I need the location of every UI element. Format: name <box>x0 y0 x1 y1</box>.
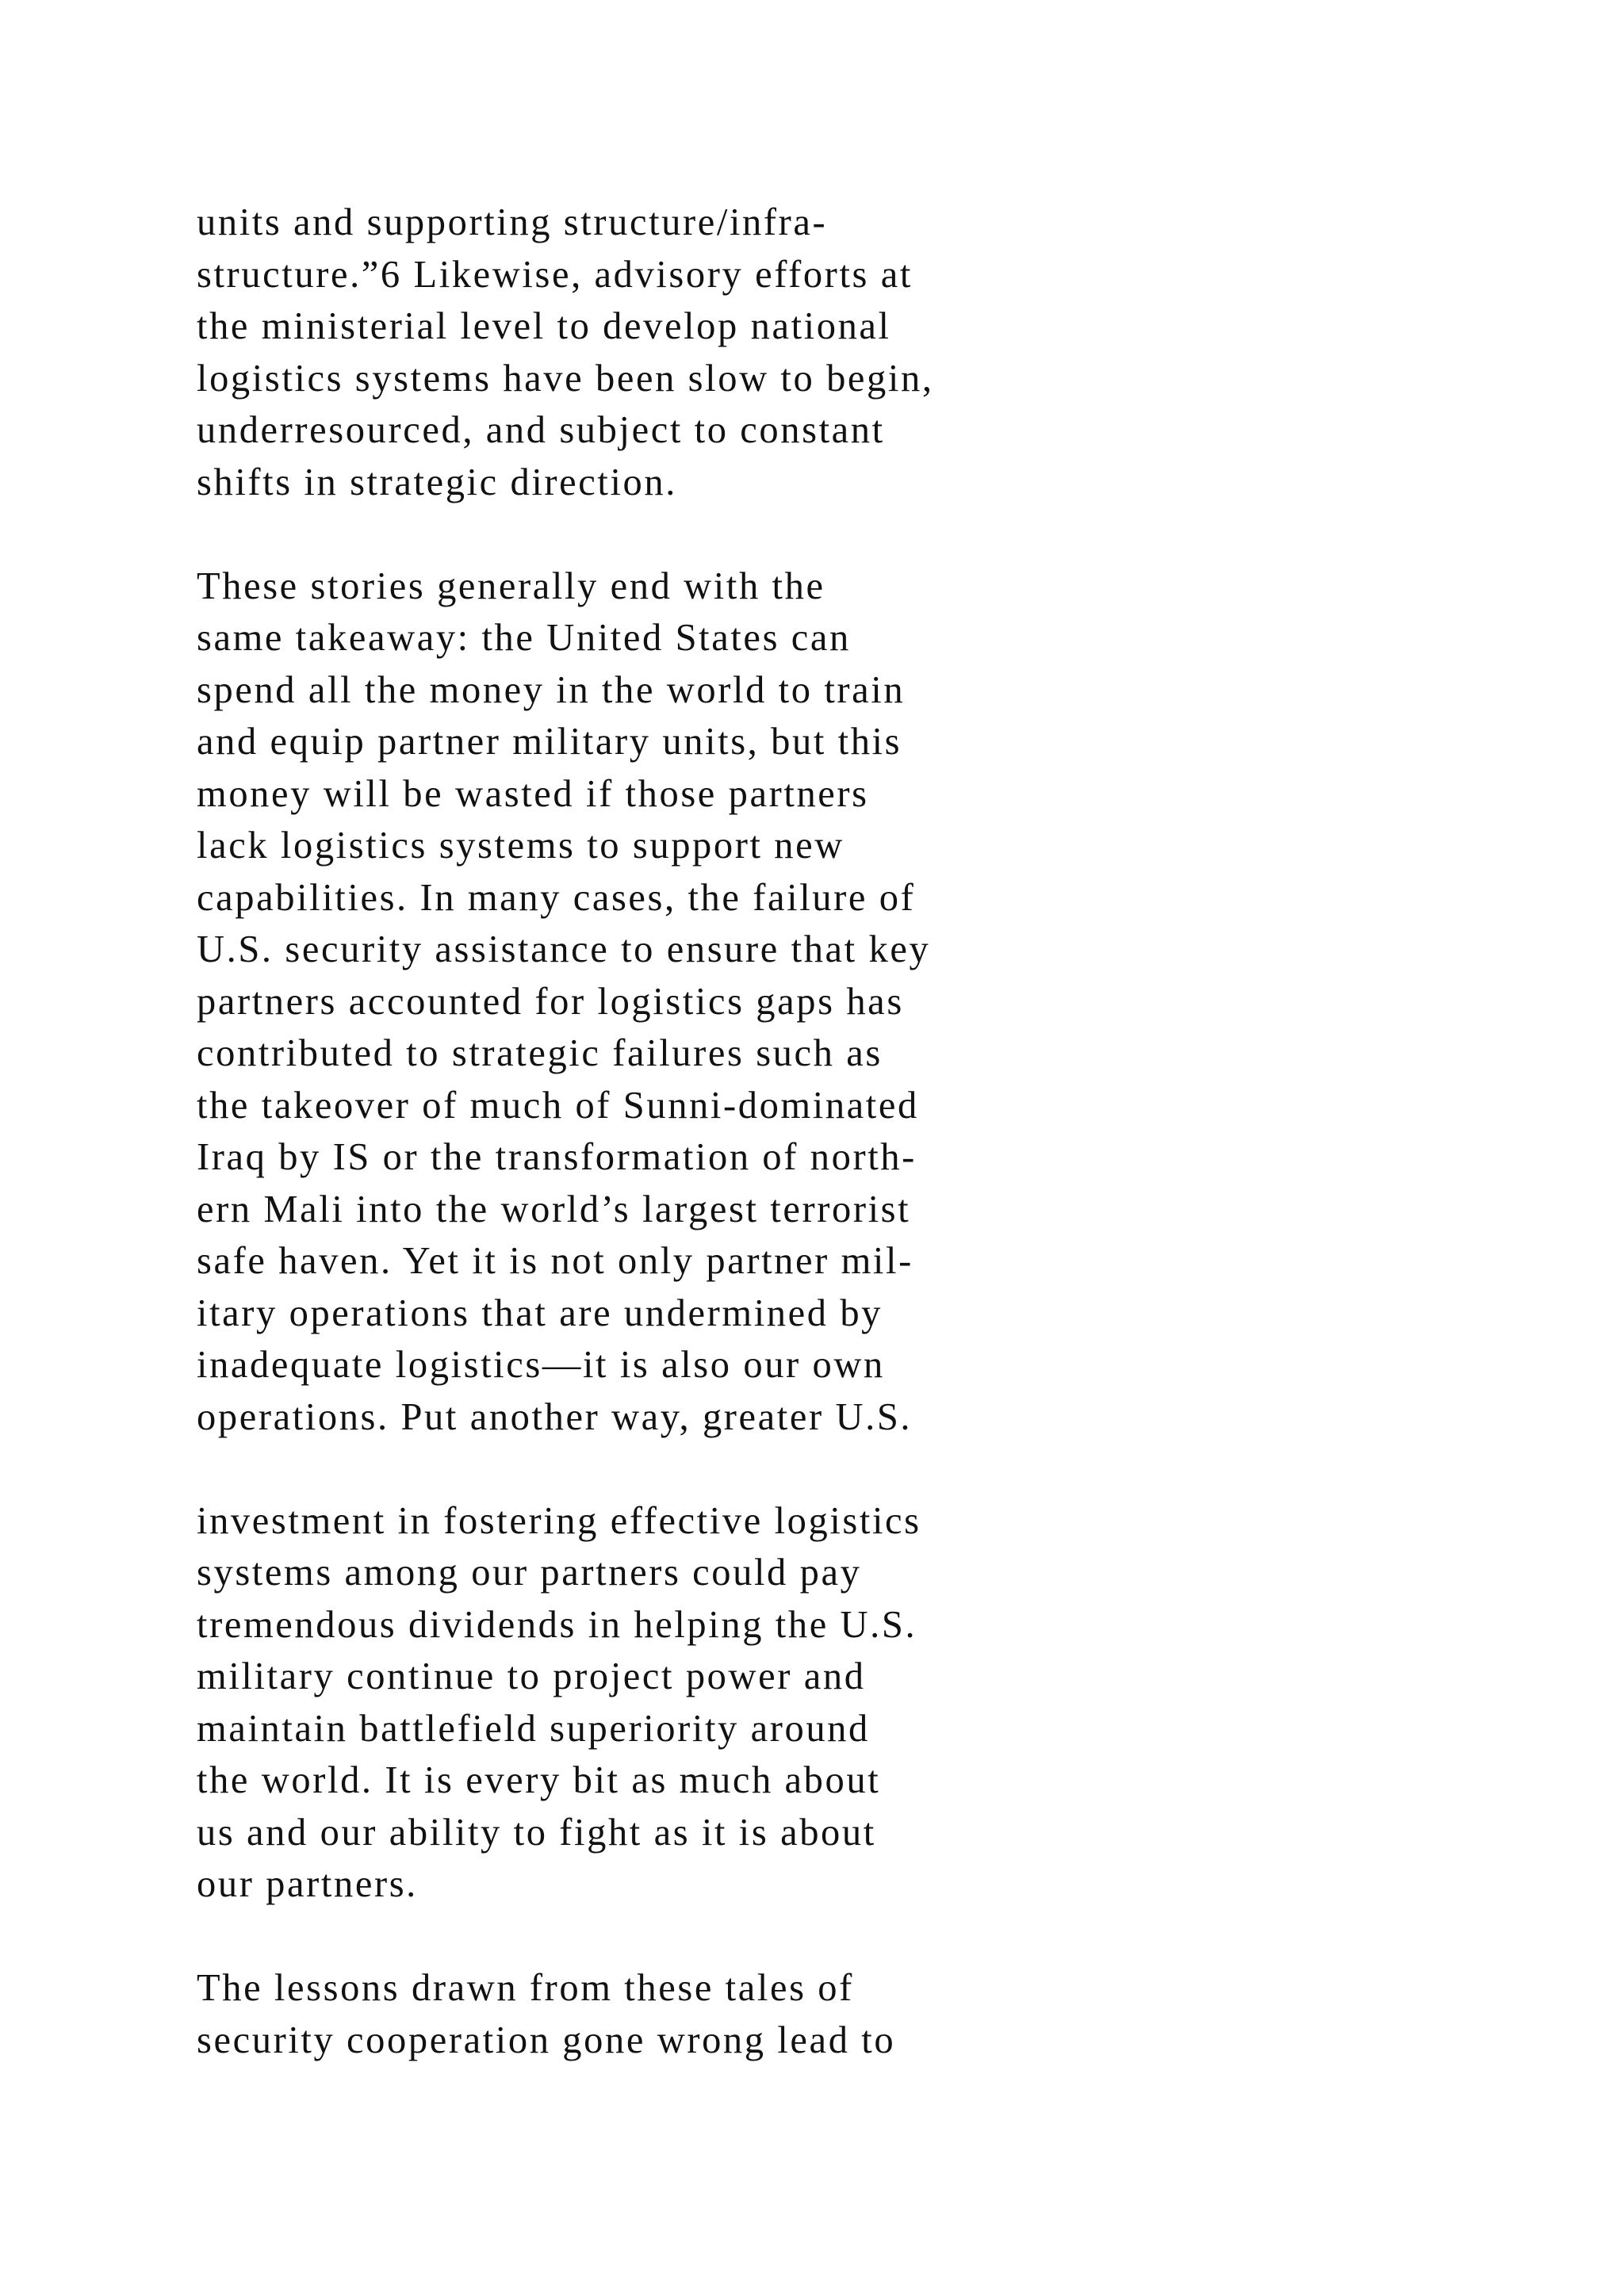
text-line: structure.”6 Likewise, advisory efforts at <box>197 253 913 296</box>
text-line: itary operations that are undermined by <box>197 1292 883 1334</box>
paragraph-spacer <box>197 1443 1069 1495</box>
text-line: the takeover of much of Sunni-dominated <box>197 1084 919 1127</box>
text-line: logistics systems have been slow to begin, <box>197 357 934 400</box>
text-line: the world. It is every bit as much about <box>197 1759 881 1801</box>
text-line: These stories generally end with the <box>197 564 825 607</box>
paragraph-4 <box>197 1962 1069 2066</box>
text-line: us and our ability to fight as it is about <box>197 1811 876 1854</box>
text-line: military continue to project power and <box>197 1655 866 1697</box>
text-line: Iraq by IS or the transformation of north- <box>197 1136 917 1178</box>
text-line: tremendous dividends in helping the U.S. <box>197 1603 917 1646</box>
paragraph-spacer <box>197 1911 1069 1963</box>
body-text <box>197 197 1069 2066</box>
text-line: inadequate logistics—it is also our own <box>197 1344 885 1386</box>
text-line: contributed to strategic failures such as <box>197 1032 883 1074</box>
paragraph-1 <box>197 197 1069 508</box>
text-line: ern Mali into the world’s largest terrorist <box>197 1188 911 1230</box>
text-line: and equip partner military units, but this <box>197 721 902 763</box>
text-line: capabilities. In many cases, the failure of <box>197 876 916 919</box>
text-line: systems among our partners could pay <box>197 1552 862 1594</box>
text-line: maintain battlefield superiority around <box>197 1707 870 1750</box>
text-line: same takeaway: the United States can <box>197 617 851 659</box>
paragraph-2 <box>197 561 1069 1444</box>
text-line: spend all the money in the world to train <box>197 668 906 711</box>
text-line: partners accounted for logistics gaps has <box>197 980 904 1023</box>
text-line: the ministerial level to develop national <box>197 305 891 347</box>
text-line: operations. Put another way, greater U.S. <box>197 1395 913 1438</box>
paragraph-3 <box>197 1495 1069 1911</box>
text-line: money will be wasted if those partners <box>197 772 869 815</box>
text-line: safe haven. Yet it is not only partner mil- <box>197 1240 914 1282</box>
text-line: U.S. security assistance to ensure that key <box>197 928 931 970</box>
text-line: lack logistics systems to support new <box>197 825 845 867</box>
text-line: security cooperation gone wrong lead to <box>197 2019 896 2061</box>
text-line: our partners. <box>197 1863 418 1905</box>
text-line: underresourced, and subject to constant <box>197 409 885 451</box>
paragraph-spacer <box>197 508 1069 561</box>
text-line: The lessons drawn from these tales of <box>197 1967 854 2009</box>
text-line: investment in fostering effective logistics <box>197 1499 921 1542</box>
text-line: units and supporting structure/infra- <box>197 201 828 243</box>
text-line: shifts in strategic direction. <box>197 461 677 503</box>
